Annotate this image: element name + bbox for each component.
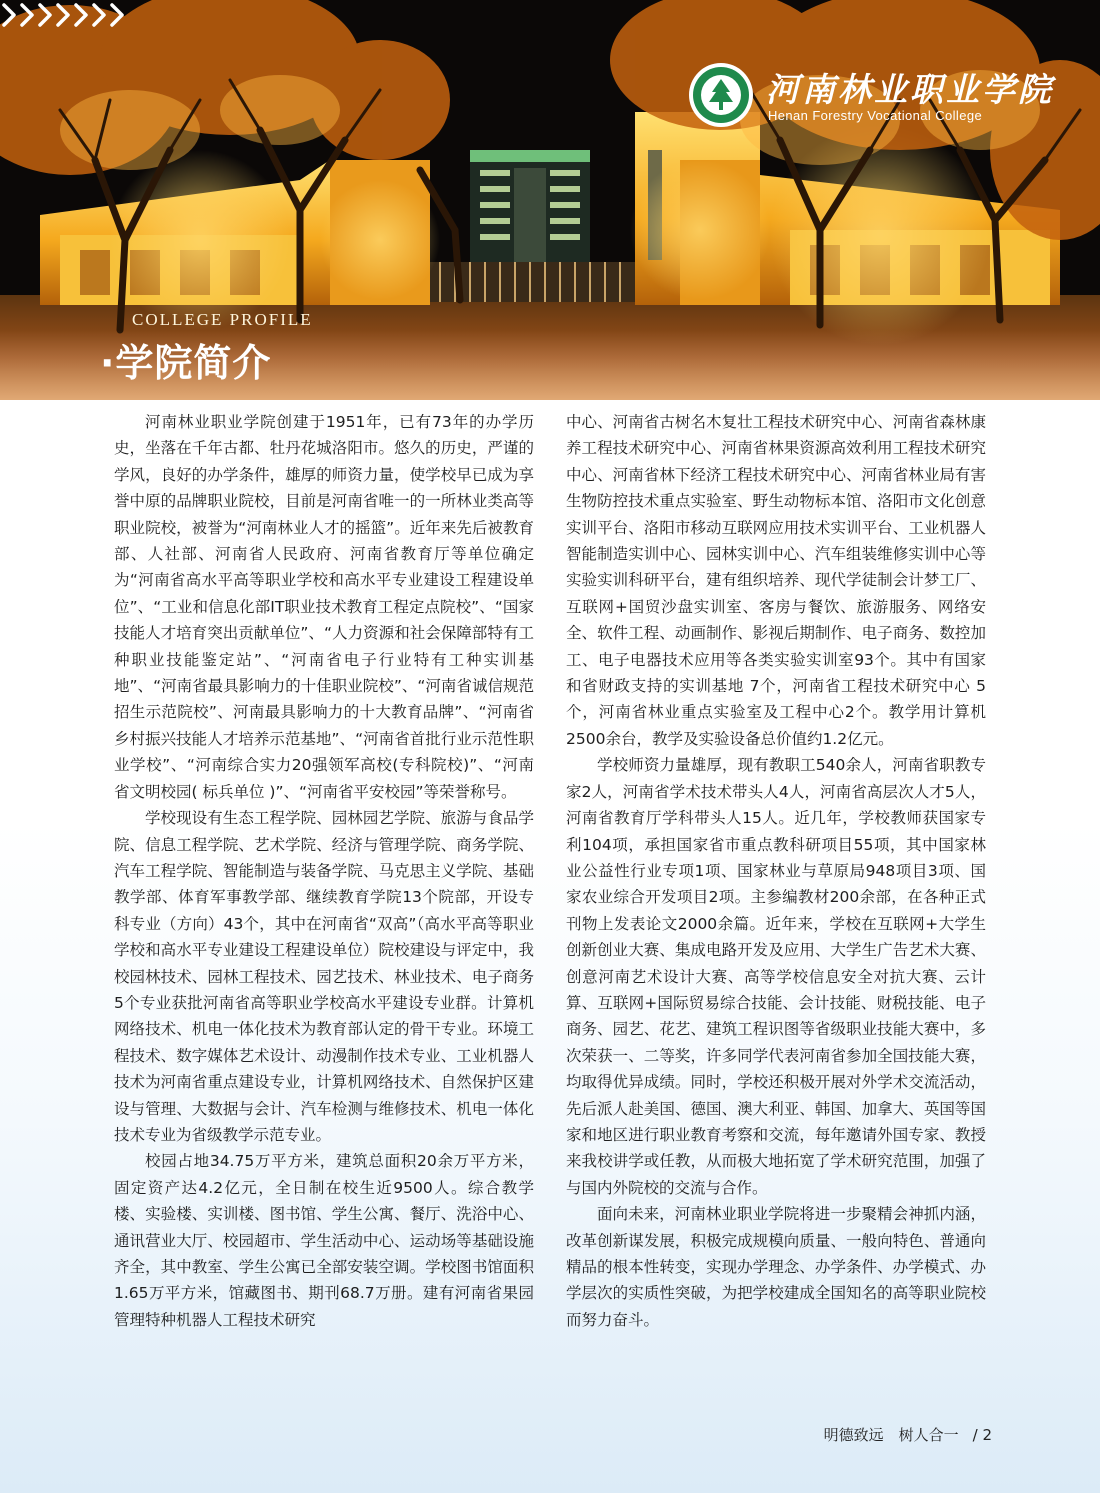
page-number: / 2 (972, 1426, 992, 1444)
paragraph-faculty: 学校师资力量雄厚，现有教职工540余人，河南省职教专家2人，河南省学术技术带头人4人，河南省高层次人才5人，河南省教育厅学科带头人15人。近几年，学校教师获国家专利104项，承担国家省市重点教科研项目55项，其中国家林业公益性行业专项1项、国家林业与草原局948项目3项、国家农业综合开发项目2项。主参编教材200余部，在各种正式刊物上发表论文2000余篇。近年来，学校在互联网+大学生创新创业大赛、集成电路开发及应用、大学生广告艺术大赛、创意河南艺术设计大赛、高等学校信息安全对抗大赛、云计算、互联网+国际贸易综合技能、会计技能、财税技能、电子商务、园艺、花艺、建筑工程识图等省级职业技能大赛中，多次荣获一、二等奖，许多同学代表河南省参加全国技能大赛，均取得优异成绩。同时，学校还积极开展对外学术交流活动，先后派人赴美国、德国、澳大利亚、韩国、加拿大、英国等国家和地区进行职业教育考察和交流，每年邀请外国专家、教授来我校讲学或任教，从而极大地拓宽了学术研究范围，加强了与国内外院校的交流与合作。 (566, 756, 986, 1197)
paragraph-departments: 学校现设有生态工程学院、园林园艺学院、旅游与食品学院、信息工程学院、艺术学院、经济与管理学院、商务学院、汽车工程学院、智能制造与装备学院、马克思主义学院、基础教学部、体育军事教学部、继续教育学院13个院部，开设专科专业（方向）43个，其中在河南省“双高”（高水平高等职业学校和高水平专业建设工程建设单位）院校建设与评定中，我校园林技术、园林工程技术、园艺技术、林业技术、电子商务5个专业获批河南省高等职业学校高水平建设专业群。计算机网络技术、机电一体化技术为教育部认定的骨干专业。环境工程技术、数字媒体艺术设计、动漫制作技术专业、工业机器人技术为河南省重点建设专业，计算机网络技术、自然保护区建设与管理、大数据与会计、汽车检测与维修技术、机电一体化技术专业为省级教学示范专业。 (114, 809, 534, 1144)
left-column (114, 409, 534, 1333)
section-title: ·学院简介 (100, 341, 272, 385)
footer-motto: 明德致远 树人合一 (823, 1426, 959, 1444)
chevron-arrows-icon (0, 0, 140, 30)
college-name-en: Henan Forestry Vocational College (768, 108, 983, 123)
college-logo (688, 62, 1054, 132)
college-name-cn: 河南林业职业学院 (766, 70, 1054, 109)
paragraph-future: 面向未来，河南林业职业学院将进一步聚精会神抓内涵，改革创新谋发展，积极完成规模向质量、一般向特色、普通向精品的根本性转变，实现办学理念、办学条件、办学模式、办学层次的实质性突破，为把学校建成全国知名的高等职业院校而努力奋斗。 (566, 1205, 986, 1329)
page-footer (810, 1424, 992, 1445)
right-column (566, 409, 986, 1333)
college-emblem-icon (688, 62, 754, 128)
paragraph-campus-continued: 中心、河南省古树名木复壮工程技术研究中心、河南省森林康养工程技术研究中心、河南省林果资源高效利用工程技术研究中心、河南省林下经济工程技术研究中心、河南省林业局有害生物防控技术重点实验室、野生动物标本馆、洛阳市文化创意实训平台、洛阳市移动互联网应用技术实训平台、工业机器人智能制造实训中心、园林实训中心、汽车组装维修实训中心等实验实训科研平台，建有组织培养、现代学徒制会计梦工厂、互联网+国贸沙盘实训室、客房与餐饮、旅游服务、网络安全、软件工程、动画制作、影视后期制作、电子商务、数控加工、电子电器技术应用等各类实验实训室93个。其中有国家和省财政支持的实训基地 7个，河南省工程技术研究中心 5个，河南省林业重点实验室及工程中心2个。教学用计算机2500余台，教学及实验设备总价值约1.2亿元。 (566, 413, 986, 748)
paragraph-history: 河南林业职业学院创建于1951年，已有73年的办学历史，坐落在千年古都、牡丹花城洛阳市。悠久的历史，严谨的学风，良好的办学条件，雄厚的师资力量，使学校早已成为享誉中原的品牌职业院校，目前是河南省唯一的一所林业类高等职业院校，被誉为“河南林业人才的摇篮”。近年来先后被教育部、人社部、河南省人民政府、河南省教育厅等单位确定为“河南省高水平高等职业学校和高水平专业建设工程建设单位”、“工业和信息化部IT职业技术教育工程定点院校”、“国家技能人才培育突出贡献单位”、“人力资源和社会保障部特有工种职业技能鉴定站”、“河南省电子行业特有工种实训基地”、“河南省最具影响力的十佳职业院校”、“河南省诚信规范招生示范院校”、河南最具影响力的十大教育品牌”、“河南省乡村振兴技能人才培养示范基地”、“河南省首批行业示范性职业学校”、“河南综合实力20强领军高校(专科院校)”、“河南省文明校园( 标兵单位 )”、“河南省平安校园”等荣誉称号。 (114, 413, 534, 801)
header-photo (0, 0, 1100, 400)
section-label-en: COLLEGE PROFILE (132, 310, 313, 329)
paragraph-campus: 校园占地34.75万平方米，建筑总面积20余万平方米，固定资产达4.2亿元，全日制在校生近9500人。综合教学楼、实验楼、实训楼、图书馆、学生公寓、餐厅、洗浴中心、通讯营业大厅、校园超市、学生活动中心、运动场等基础设施齐全，其中教室、学生公寓已全部安装空调。学校图书馆面积1.65万平方米，馆藏图书、期刊68.7万册。建有河南省果园管理特种机器人工程技术研究 (114, 1152, 534, 1329)
